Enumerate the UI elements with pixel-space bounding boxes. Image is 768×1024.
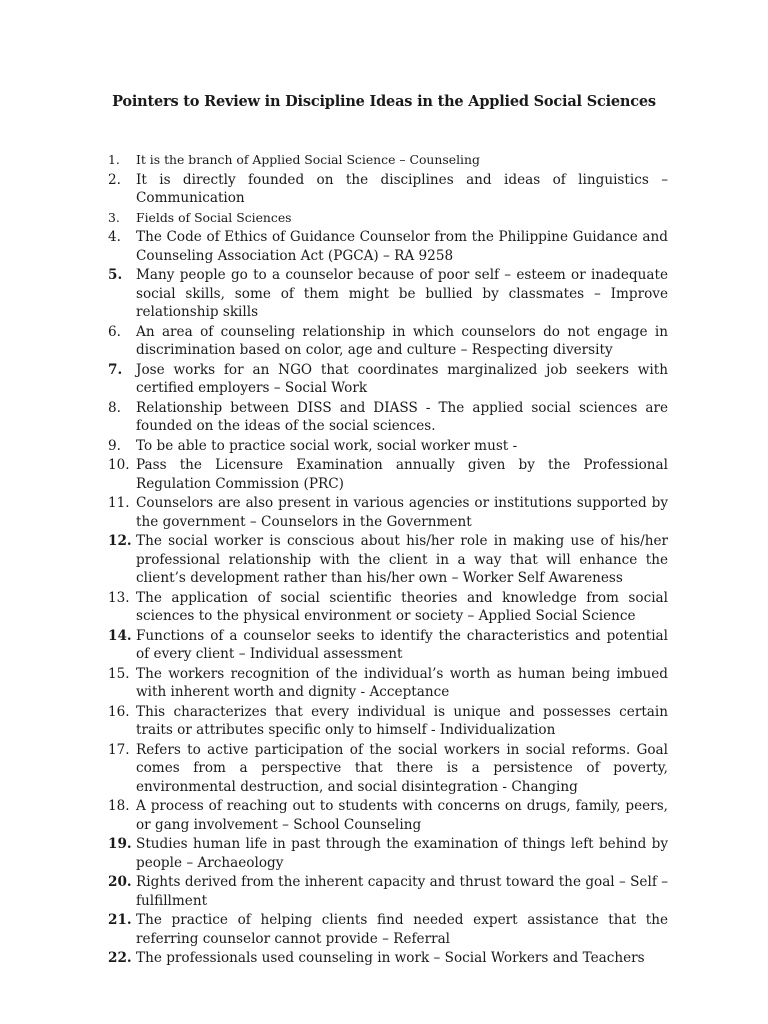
list-item-number: 16. [108,703,130,720]
list-item [108,494,668,531]
list-item-number: 11. [108,495,130,511]
list-item-text: The social worker is conscious about his/her role in making use of his/her professional relationship with the client in a way that will enhance the client’s development rather than his/her own – Worker Self Awareness [136,533,668,586]
list-item [108,797,668,834]
list-item-number: 12. [108,533,132,549]
list-item-text: Rights derived from the inherent capacity and thrust toward the goal – Self – fulfillment [136,874,668,909]
list-item-text: It is directly founded on the disciplines and ideas of linguistics – Communication [136,171,668,206]
list-item-text: An area of counseling relationship in which counselors do not engage in discrimination based on color, age and culture – Respecting diversity [136,323,668,358]
list-item [108,456,668,493]
list-item-text: The workers recognition of the individual’s worth as human being imbued with inherent worth and dignity - Acceptance [136,665,668,700]
list-item-number: 9. [108,437,121,454]
list-item-text: Pass the Licensure Examination annually given by the Professional Regulation Commission (PRC) [136,457,668,492]
list-item-text: The professionals used counseling in work – Social Workers and Teachers [136,950,645,966]
list-item-text: The Code of Ethics of Guidance Counselor from the Philippine Guidance and Counseling Association Act (PGCA) – RA 9258 [136,229,668,264]
list-item-text: Many people go to a counselor because of poor self – esteem or inadequate social skills, some of them might be bullied by classmates – Improve relationship skills [136,267,668,320]
list-item [108,399,668,436]
list-item [108,266,668,322]
list-item [108,151,668,170]
list-item-number: 8. [108,399,121,416]
list-item-text: The application of social scientific theories and knowledge from social sciences to the physical environment or society – Applied Social Science [136,589,668,624]
list-item [108,741,668,797]
list-item-number: 19. [108,836,132,852]
list-item-number: 1. [108,152,120,167]
list-item-number: 3. [108,209,120,225]
document-title: Pointers to Review in Discipline Ideas in the Applied Social Sciences [112,93,656,110]
list-item-number: 4. [108,229,121,245]
list-item-text: Studies human life in past through the examination of things left behind by people – Archaeology [136,836,668,871]
list-item [108,835,668,872]
list-item-number: 5. [108,267,123,283]
list-item-number: 10. [108,457,130,473]
list-item-text: Refers to active participation of the social workers in social reforms. Goal comes from a perspective that there is a persistence of poverty, environmental destruction, and social disintegration - Changing [136,741,668,795]
list-item [108,627,668,664]
list-item [108,911,668,948]
list-item-text: It is the branch of Applied Social Science – Counseling [136,152,480,167]
list-item [108,323,668,360]
list-item [108,949,668,968]
list-item-text: This characterizes that every individual is unique and possesses certain traits or attributes specific only to himself - Individualization [136,703,668,738]
list-item [108,228,668,265]
list-item-number: 18. [108,798,130,814]
list-item [108,361,668,398]
list-item-text: Fields of Social Sciences [136,209,292,225]
list-item-text: The practice of helping clients find needed expert assistance that the referring counselor cannot provide – Referral [136,912,668,947]
list-item [108,209,668,228]
numbered-list [108,151,668,969]
list-item-number: 6. [108,323,121,340]
list-item [108,437,668,456]
list-item-text: To be able to practice social work, social worker must - [136,437,518,454]
list-item-number: 15. [108,665,130,682]
list-item-number: 7. [108,361,123,378]
list-item-text: Jose works for an NGO that coordinates marginalized job seekers with certified employers – Social Work [136,361,668,396]
list-item-text: A process of reaching out to students with concerns on drugs, family, peers, or gang involvement – School Counseling [136,798,668,833]
list-item [108,703,668,740]
list-item-number: 21. [108,912,132,928]
list-item-text: Counselors are also present in various agencies or institutions supported by the government – Counselors in the Government [136,495,668,530]
list-item-text: Relationship between DISS and DIASS - The applied social sciences are founded on the ideas of the social sciences. [136,399,668,434]
list-item-number: 2. [108,171,121,188]
list-item-number: 13. [108,589,130,606]
list-item-number: 20. [108,874,132,890]
list-item [108,665,668,702]
list-item-number: 14. [108,627,132,644]
list-item [108,873,668,910]
list-item-text: Functions of a counselor seeks to identify the characteristics and potential of every client – Individual assessment [136,627,668,662]
list-item [108,532,668,588]
list-item [108,589,668,626]
list-item-number: 22. [108,950,132,966]
list-item [108,171,668,208]
list-item-number: 17. [108,741,130,758]
